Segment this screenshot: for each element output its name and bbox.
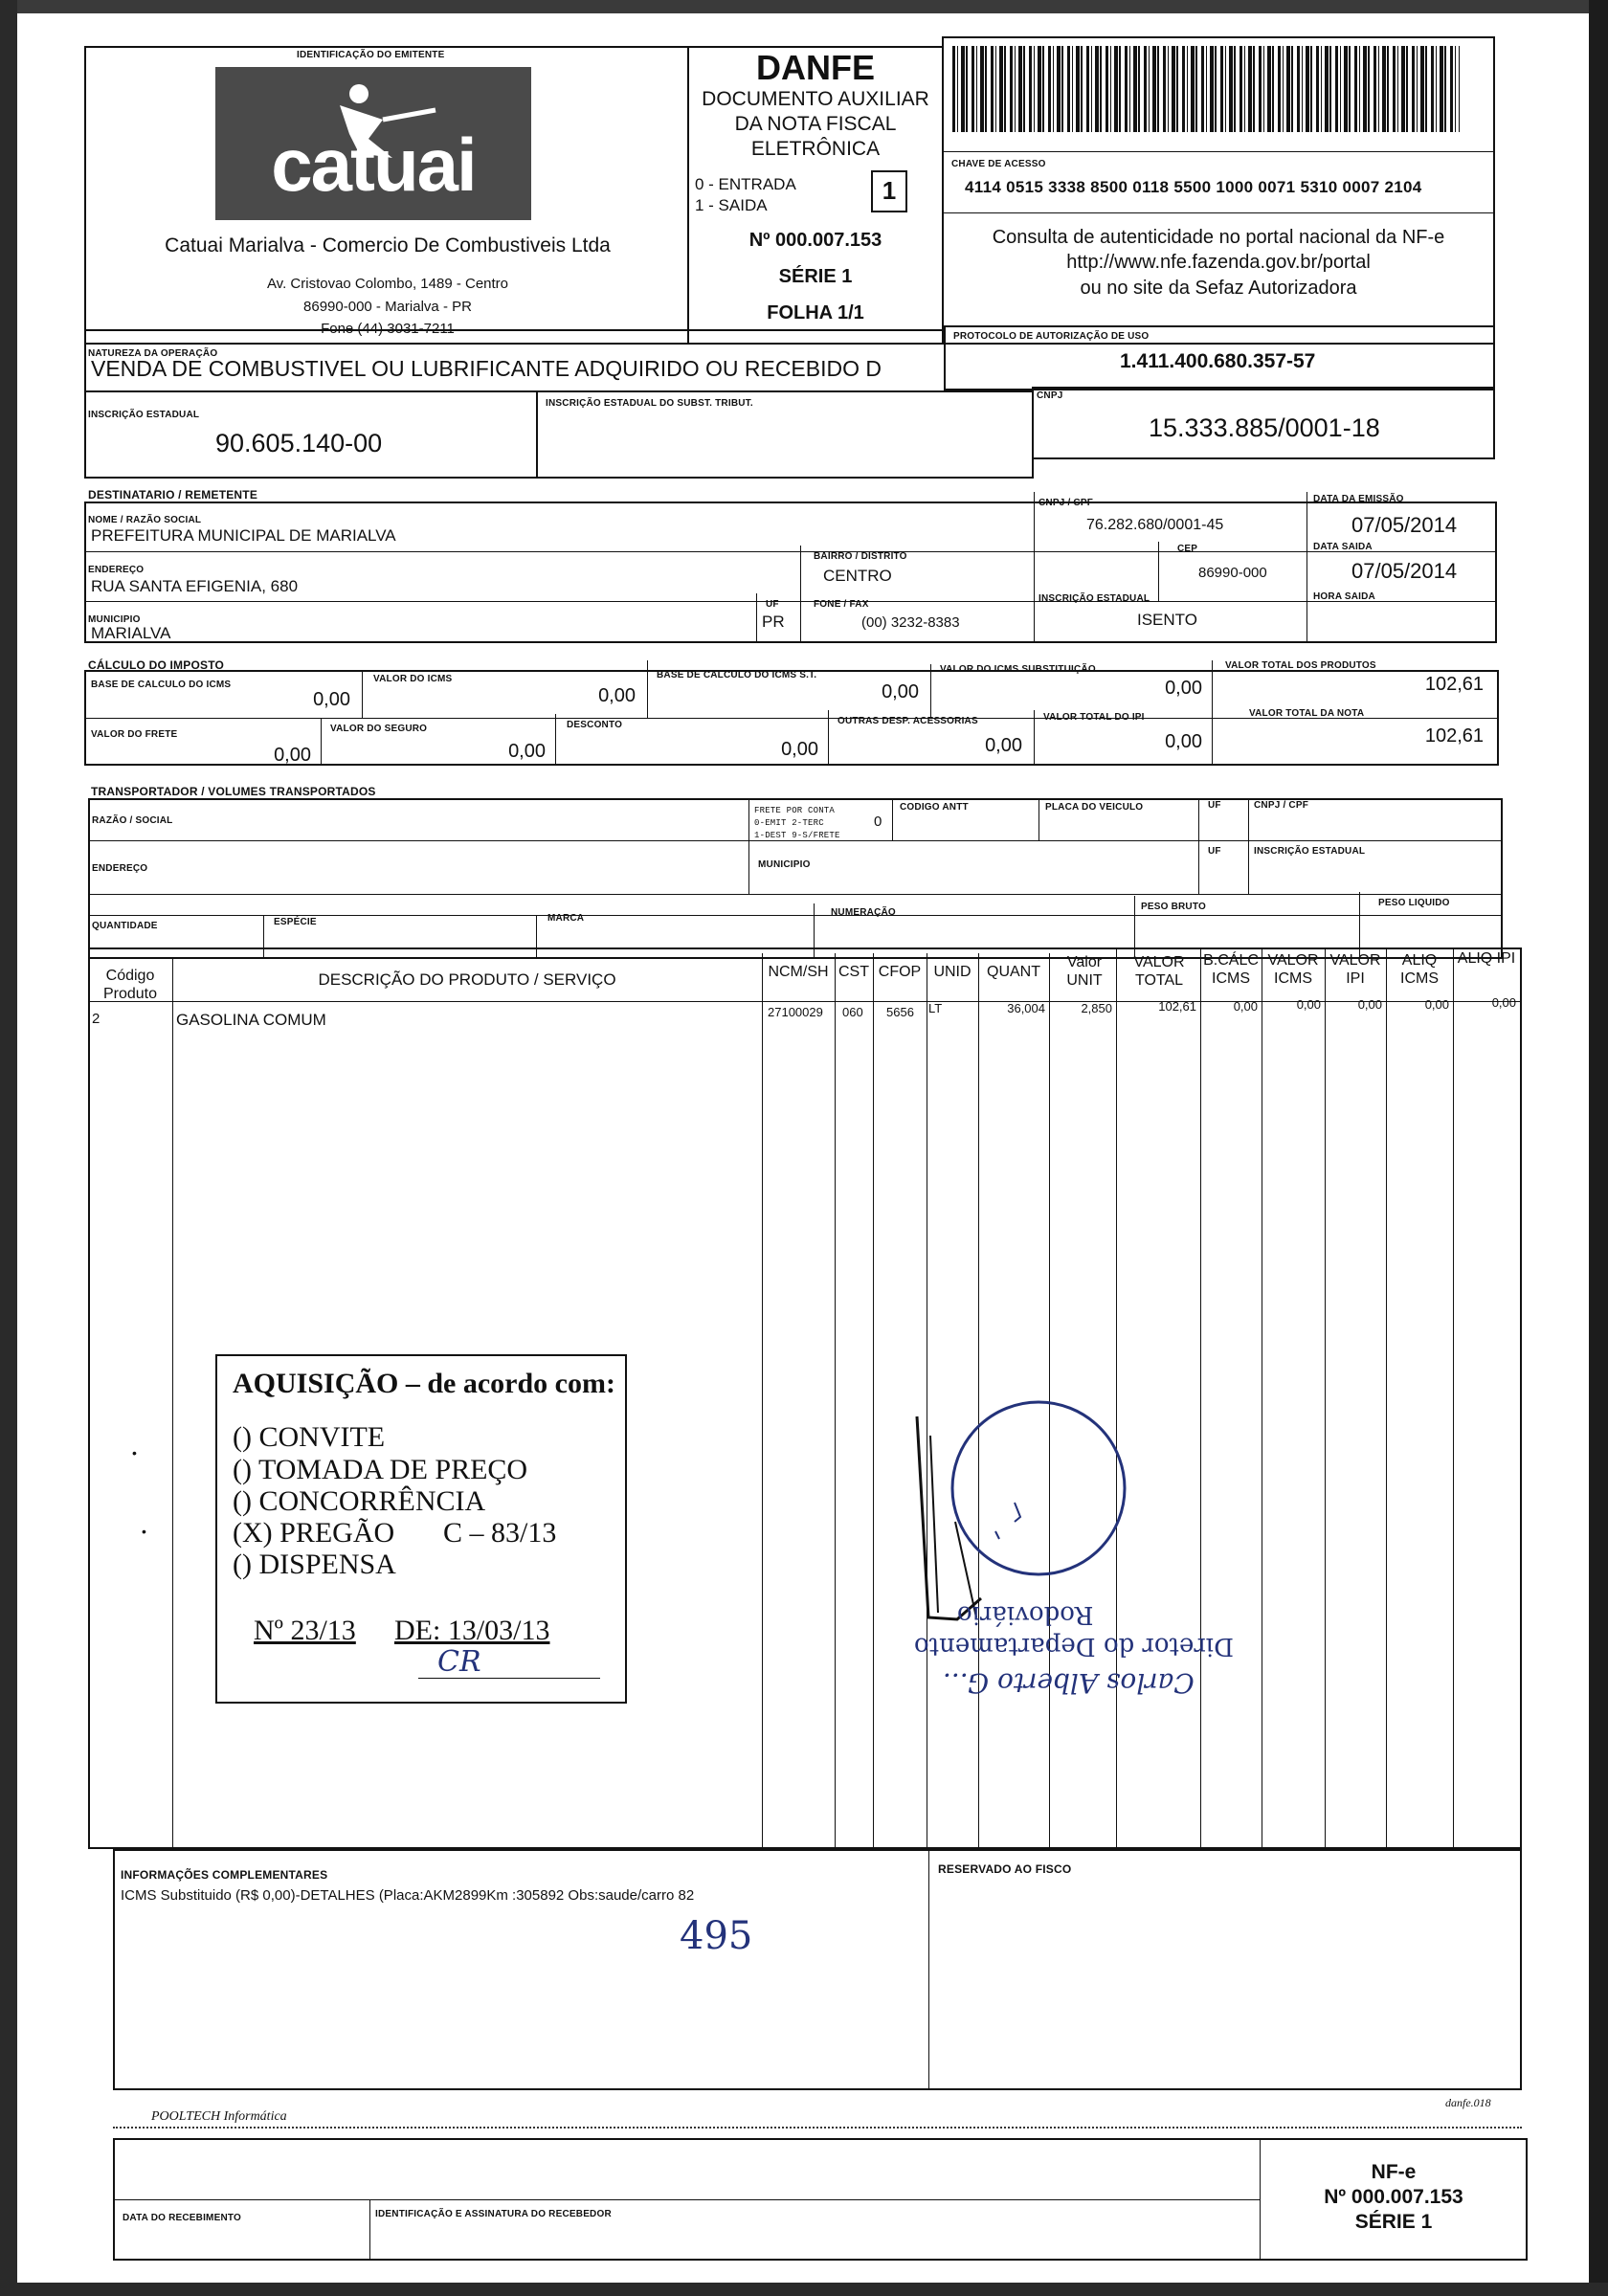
transp-frete-3: 1-DEST 9-S/FRETE [754,831,840,840]
info-label: INFORMAÇÕES COMPLEMENTARES [121,1868,328,1882]
danfe-numero: Nº 000.007.153 [748,230,882,251]
dest-nome: PREFEITURA MUNICIPAL DE MARIALVA [91,526,396,545]
row-quant: 36,004 [1007,1001,1045,1015]
footer-nfe: NF-e [1371,2161,1417,2183]
transp-frete-2: 0-EMIT 2-TERC [754,818,824,828]
footer-serie: SÉRIE 1 [1354,2211,1433,2233]
company-name: Catuai Marialva - Comercio De Combustiveis Ltda [165,234,611,256]
logo-text: catuai [271,123,476,207]
transp-endereco-label: ENDEREÇO [92,863,148,874]
info-box [113,1849,1522,2090]
scan-edge-bottom [0,2283,1608,2296]
transportador-section: TRANSPORTADOR / VOLUMES TRANSPORTADOS [91,785,376,798]
natureza-value: VENDA DE COMBUSTIVEL OU LUBRIFICANTE ADQUIRIDO OU RECEBIDO D [91,356,882,381]
danfe-title: DANFE [756,48,875,87]
stamp-opt-pregao: (X) PREGÃO [233,1517,395,1549]
dest-cep: 86990-000 [1198,565,1267,581]
stamp-opt-dispensa: () DISPENSA [233,1549,396,1580]
seguro: 0,00 [508,741,546,762]
row-descricao: GASOLINA COMUM [176,1011,326,1029]
info-handwritten: 495 [680,1914,753,1958]
desconto: 0,00 [781,739,818,760]
transp-especie-label: ESPÉCIE [274,917,317,927]
danfe-folha: FOLHA 1/1 [767,302,864,323]
valor-st-label: VALOR DO ICMS SUBSTITUIÇÃO [940,664,1096,675]
cnpj-emit-label: CNPJ [1037,390,1063,401]
chave-value: 4114 0515 3338 8500 0118 5500 1000 0071 5310 0007 2104 [965,178,1422,196]
col-cfop: CFOP [878,964,922,980]
protocolo-label: PROTOCOLO DE AUTORIZAÇÃO DE USO [953,331,1150,342]
transp-antt-label: CODIGO ANTT [900,802,969,813]
base-st: 0,00 [882,681,919,702]
scan-edge-right [1589,0,1608,2296]
dest-cnpj-label: CNPJ / CPF [1038,498,1094,508]
bullet-mark: • [132,1445,137,1460]
director-stamp-line-2: Diretor do Departamento [914,1632,1234,1661]
valor-st: 0,00 [1165,678,1202,699]
transp-quantidade-label: QUANTIDADE [92,921,158,931]
transp-frete-1: FRETE POR CONTA [754,806,836,815]
ipi-label: VALOR TOTAL DO IPI [1043,712,1145,723]
dest-saida-label: DATA SAIDA [1313,542,1373,552]
frete: 0,00 [274,745,311,766]
dest-emissao: 07/05/2014 [1351,513,1458,537]
cnpj-emit-value: 15.333.885/0001-18 [1149,413,1380,442]
footer-numero: Nº 000.007.153 [1324,2186,1463,2208]
inscricao-label: INSCRIÇÃO ESTADUAL [88,410,200,420]
dest-nome-label: NOME / RAZÃO SOCIAL [88,515,202,525]
row-cst: 060 [842,1005,863,1019]
danfe-entrada: 0 - ENTRADA [695,175,796,193]
transp-municipio-label: MUNICIPIO [758,859,811,870]
dest-fone-label: FONE / FAX [814,599,869,610]
transp-frete-value: 0 [874,814,882,830]
company-address-1: Av. Cristovao Colombo, 1489 - Centro [266,276,509,292]
danfe-serie: SÉRIE 1 [778,266,853,287]
base-st-label: BASE DE CALCULO DO ICMS S.T. [657,670,817,680]
col-valor-total: VALOR TOTAL [1133,954,1185,989]
dest-fone: (00) 3232-8383 [861,614,960,631]
valor-icms: 0,00 [598,685,636,706]
frete-label: VALOR DO FRETE [91,729,178,740]
barcode [952,46,1460,132]
stamp-data: DE: 13/03/13 [394,1615,550,1646]
row-valor-icms: 0,00 [1296,997,1321,1012]
col-valor-unit: Valor UNIT [1066,954,1103,989]
scan-edge-top [0,0,1608,13]
dest-saida: 07/05/2014 [1351,559,1458,583]
danfe-subtitle-1: DOCUMENTO AUXILIAR [702,88,929,110]
total-produtos: 102,61 [1424,674,1484,695]
stamp-title: AQUISIÇÃO – de acordo com: [233,1368,615,1399]
ipi: 0,00 [1165,731,1202,752]
subst-label: INSCRIÇÃO ESTADUAL DO SUBST. TRIBUT. [546,398,753,409]
imposto-section: CÁLCULO DO IMPOSTO [88,658,225,672]
col-unid: UNID [933,964,972,980]
dest-cep-label: CEP [1177,544,1198,554]
seguro-label: VALOR DO SEGURO [330,724,428,734]
dest-uf: PR [762,613,785,631]
row-valor-unit: 2,850 [1081,1001,1112,1015]
base-icms: 0,00 [313,689,350,710]
dest-uf-label: UF [766,599,779,610]
total-produtos-label: VALOR TOTAL DOS PRODUTOS [1225,660,1376,671]
dest-ie: ISENTO [1137,611,1197,629]
form-code: danfe.018 [1445,2096,1491,2109]
dest-municipio-label: MUNICIPIO [88,614,141,625]
base-icms-label: BASE DE CALCULO DO ICMS [91,680,232,690]
perforation-line [113,2127,1522,2129]
natureza-label: NATUREZA DA OPERAÇÃO [88,348,218,359]
outras: 0,00 [985,735,1022,756]
transp-uf-label: UF [1208,800,1221,811]
dest-bairro: CENTRO [823,567,892,585]
col-valor-icms: VALOR ICMS [1267,952,1319,987]
chave-label: CHAVE DE ACESSO [951,159,1046,169]
company-address-2: 86990-000 - Marialva - PR [303,299,472,315]
col-cst: CST [838,964,869,980]
col-aliq-ipi: ALIQ IPI [1457,950,1516,967]
danfe-subtitle-2: DA NOTA FISCAL [734,113,897,135]
row-aliq-ipi: 0,00 [1491,995,1516,1010]
col-quant: QUANT [987,964,1040,980]
dest-bairro-label: BAIRRO / DISTRITO [814,551,907,562]
info-text: ICMS Substituido (R$ 0,00)-DETALHES (Placa:AKM2899Km :305892 Obs:saude/carro 82 [121,1887,695,1904]
row-aliq-icms: 0,00 [1424,997,1449,1012]
director-stamp-line-3: Rodoviário [957,1600,1094,1629]
scan-edge-left [0,0,17,2296]
row-codigo: 2 [92,1011,100,1027]
total-nota-label: VALOR TOTAL DA NOTA [1249,708,1365,719]
col-descricao: DESCRIÇÃO DO PRODUTO / SERVIÇO [318,970,616,989]
stamp-initials: CR [437,1645,481,1679]
software-credit: POOLTECH Informática [151,2109,287,2124]
transp-cnpj-label: CNPJ / CPF [1254,800,1309,811]
director-stamp-line-1: Carlos Alberto G... [943,1667,1195,1699]
dest-endereco-label: ENDEREÇO [88,565,145,575]
data-recebimento-label: DATA DO RECEBIMENTO [123,2213,241,2223]
transp-placa-label: PLACA DO VEICULO [1045,802,1144,813]
dest-emissao-label: DATA DA EMISSÃO [1313,494,1404,504]
inscricao-value: 90.605.140-00 [215,429,383,457]
col-bc-icms: B.CÁLC ICMS [1203,952,1259,987]
reservado-label: RESERVADO AO FISCO [938,1862,1072,1876]
danfe-saida: 1 - SAIDA [695,196,768,214]
transp-peso-liquido-label: PESO LIQUIDO [1378,898,1450,908]
emitente-label: IDENTIFICAÇÃO DO EMITENTE [297,50,445,60]
col-valor-ipi: VALOR IPI [1329,952,1381,987]
stamp-opt-concorrencia: () CONCORRÊNCIA [233,1485,486,1517]
dest-ie-label: INSCRIÇÃO ESTADUAL [1038,593,1150,604]
stamp-opt-convite: () CONVITE [233,1421,386,1453]
stamp-opt-pregao-ref: C – 83/13 [443,1517,557,1549]
col-ncm: NCM/SH [768,964,829,980]
identificacao-label: IDENTIFICAÇÃO E ASSINATURA DO RECEBEDOR [375,2209,612,2219]
transp-razao-label: RAZÃO / SOCIAL [92,815,173,826]
company-logo [215,67,531,220]
destinatario-box [84,502,1497,643]
dest-endereco: RUA SANTA EFIGENIA, 680 [91,577,299,595]
consulta-line-2: http://www.nfe.fazenda.gov.br/portal [1066,252,1371,273]
bullet-mark: • [142,1524,146,1539]
stamp-numero: Nº 23/13 [254,1615,356,1646]
aquisicao-stamp [215,1354,627,1704]
danfe-tipo: 1 [882,176,897,205]
company-phone: Fone (44) 3031-7211 [321,321,455,337]
dest-municipio: MARIALVA [91,624,171,642]
transp-ie-label: INSCRIÇÃO ESTADUAL [1254,846,1366,857]
row-ncm: 27100029 [768,1005,823,1019]
transp-uf2-label: UF [1208,846,1221,857]
transp-peso-bruto-label: PESO BRUTO [1141,902,1206,912]
row-bc-icms: 0,00 [1233,999,1258,1014]
transp-marca-label: MARCA [547,913,585,924]
protocolo-value: 1.411.400.680.357-57 [1120,350,1316,372]
transp-numeracao-label: NUMERAÇÃO [831,907,896,918]
destinatario-section: DESTINATARIO / REMETENTE [88,488,258,502]
outras-label: OUTRAS DESP. ACESSORIAS [838,716,978,726]
row-valor-ipi: 0,00 [1357,997,1382,1012]
row-valor-total: 102,61 [1158,999,1196,1014]
consulta-line-1: Consulta de autenticidade no portal nacional da NF-e [992,227,1445,248]
dest-cnpj: 76.282.680/0001-45 [1086,517,1224,533]
col-aliq-icms: ALIQ ICMS [1400,952,1439,987]
valor-icms-label: VALOR DO ICMS [373,674,453,684]
stamp-opt-tomada: () TOMADA DE PREÇO [233,1454,528,1485]
danfe-subtitle-3: ELETRÔNICA [750,138,881,160]
total-nota: 102,61 [1424,725,1484,747]
row-cfop: 5656 [886,1005,914,1019]
desconto-label: DESCONTO [567,720,623,730]
col-codigo: Código Produto [102,968,158,1002]
row-unid: LT [928,1001,943,1015]
dest-hora-label: HORA SAIDA [1313,591,1375,602]
consulta-line-3: ou no site da Sefaz Autorizadora [1080,278,1357,299]
